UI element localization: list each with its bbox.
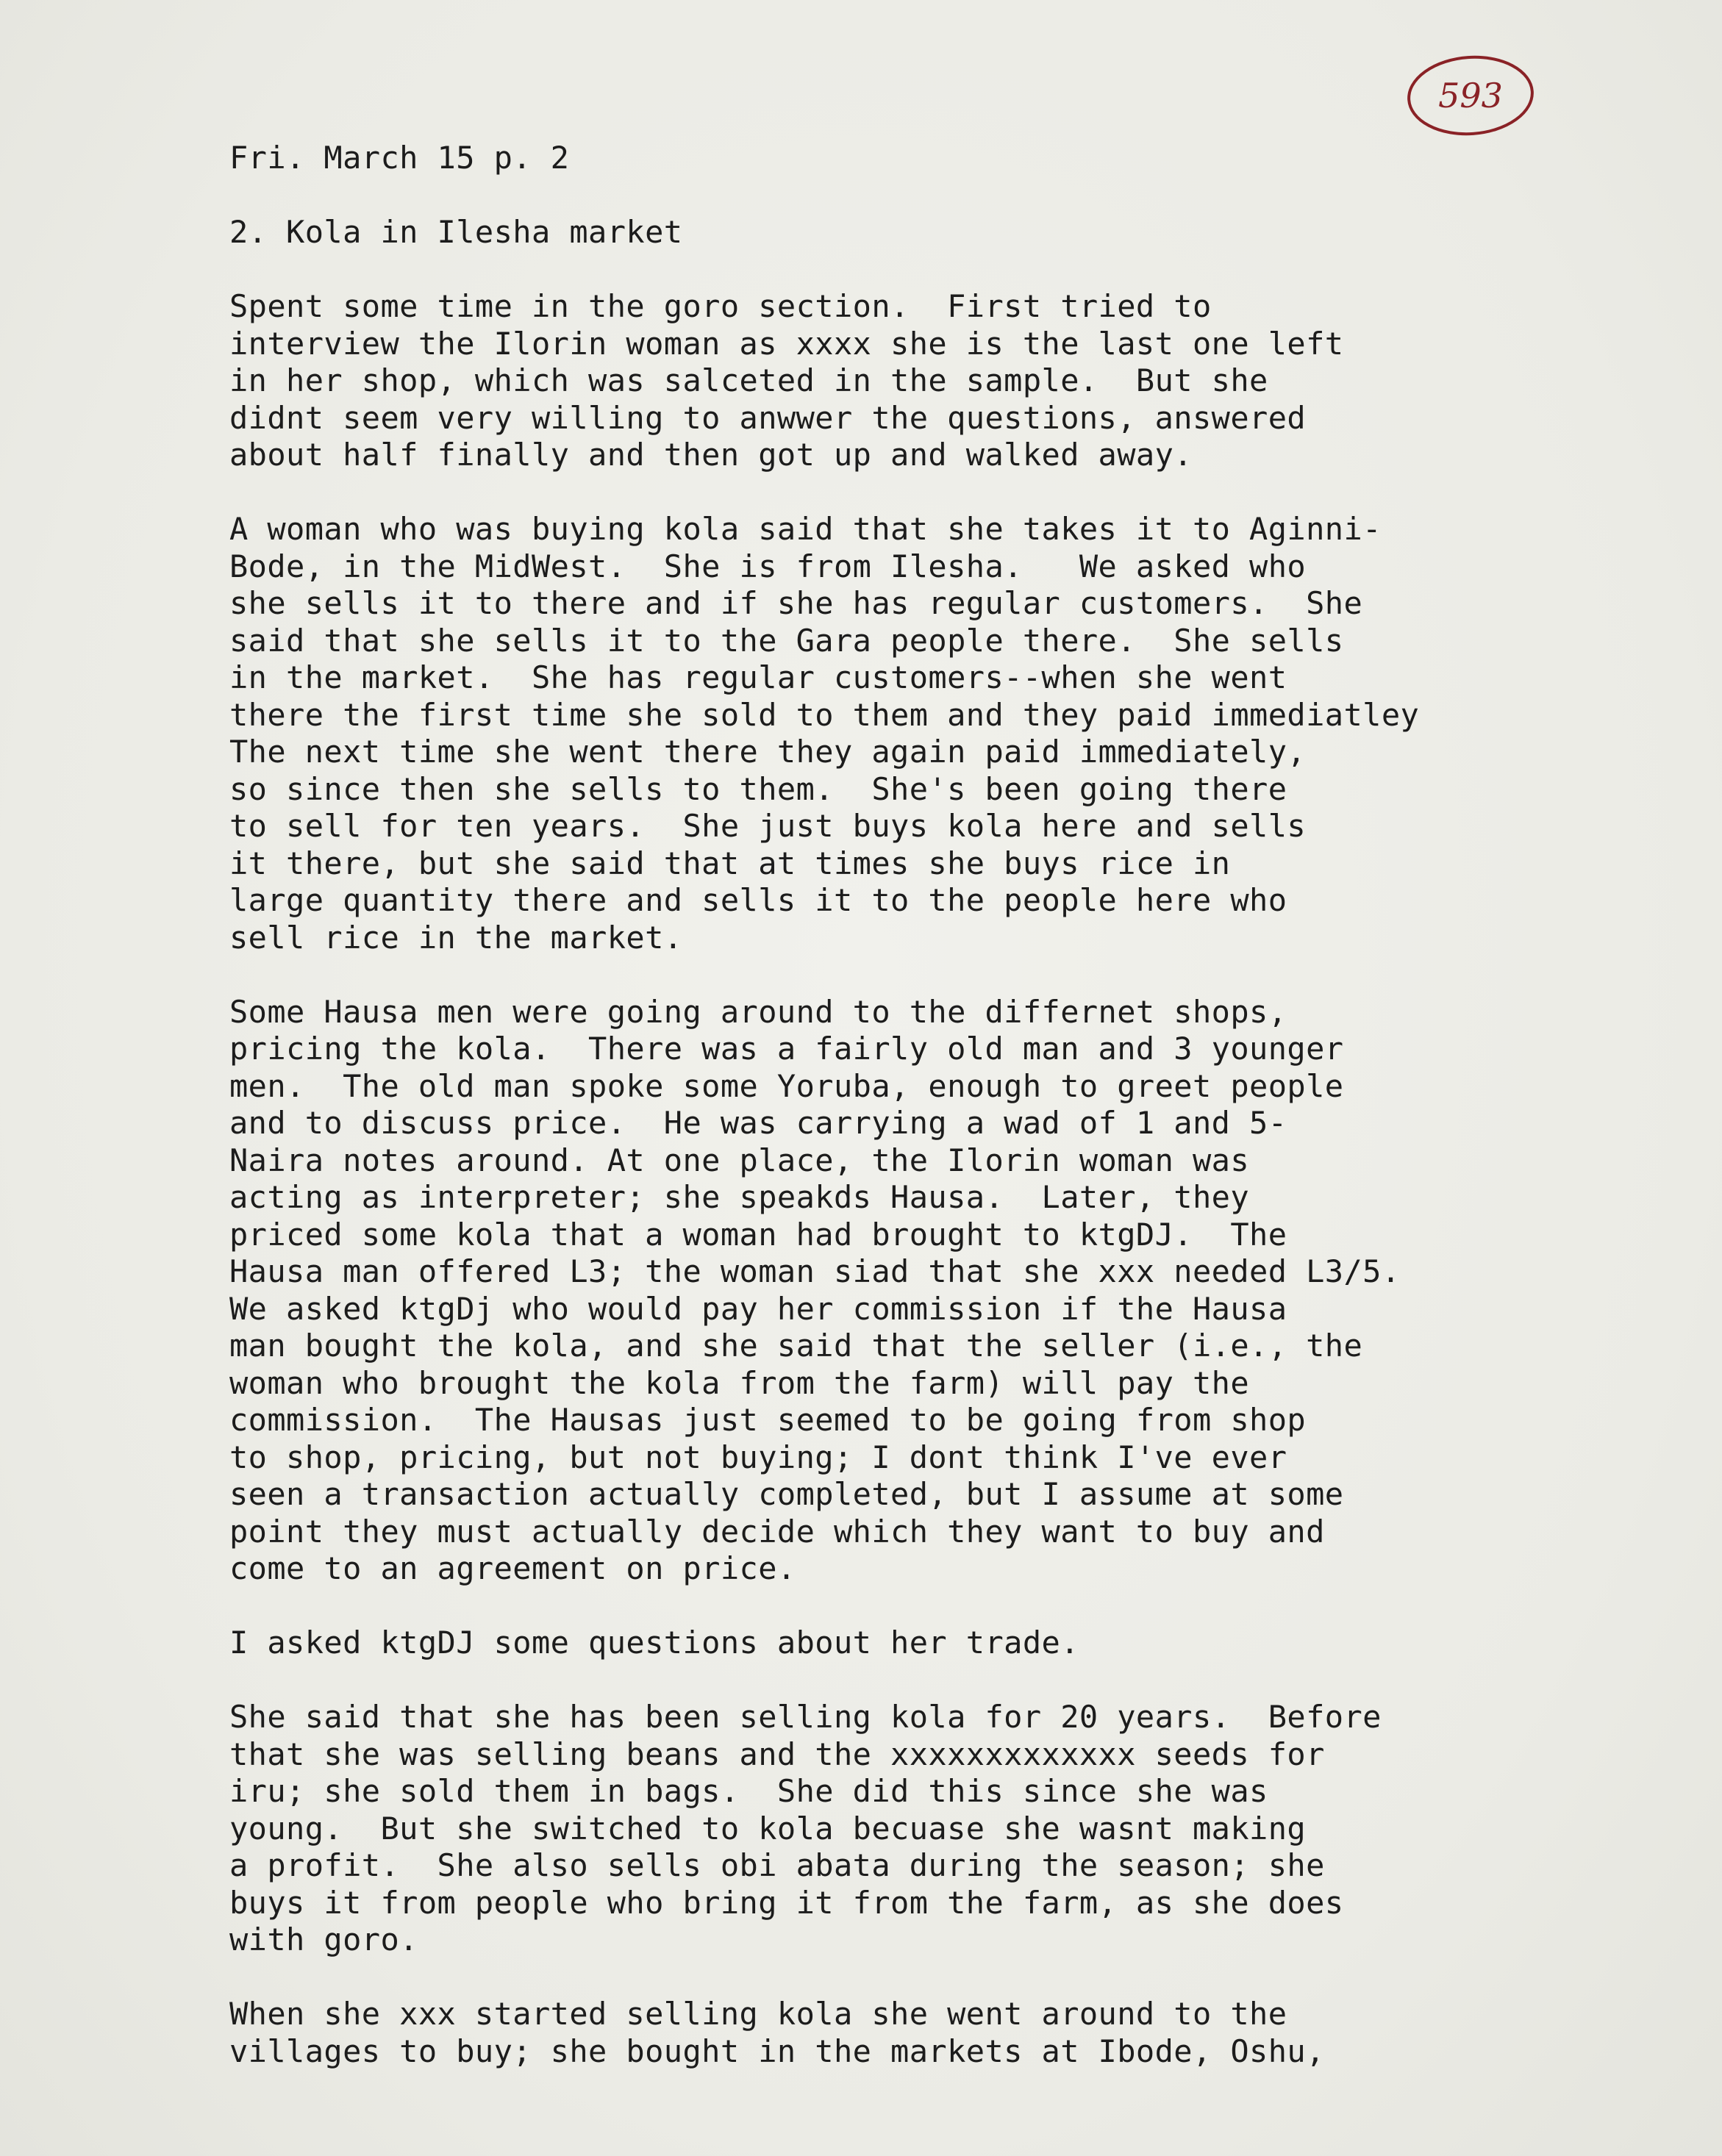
paragraph bbox=[229, 1625, 1663, 1662]
section-title: 2. Kola in Ilesha market bbox=[229, 214, 683, 250]
text-line: iru; she sold them in bags. She did this since she was bbox=[229, 1773, 1268, 1809]
text-line: We asked ktgDj who would pay her commission if the Hausa bbox=[229, 1290, 1287, 1327]
text-line: said that she sells it to the Gara people there. She sells bbox=[229, 622, 1344, 659]
text-line: in the market. She has regular customers--when she went bbox=[229, 659, 1287, 695]
page-header: Fri. March 15 p. 2 bbox=[229, 140, 570, 176]
text-line: Bode, in the MidWest. She is from Ilesha. We asked who bbox=[229, 548, 1307, 584]
text-line: Hausa man offered L3; the woman siad that she xxx needed L3/5. bbox=[229, 1253, 1401, 1289]
text-line: man bought the kola, and she said that the seller (i.e., the bbox=[229, 1328, 1363, 1364]
text-line: in her shop, which was salceted in the sample. But she bbox=[229, 362, 1268, 398]
text-line: sell rice in the market. bbox=[229, 919, 683, 956]
text-line: about half finally and then got up and walked away. bbox=[229, 437, 1193, 473]
spacer bbox=[229, 956, 1663, 994]
paragraph bbox=[229, 288, 1663, 474]
text-line: didnt seem very willing to anwwer the questions, answered bbox=[229, 399, 1307, 436]
spacer bbox=[229, 177, 1663, 215]
text-line: point they must actually decide which they want to buy and bbox=[229, 1513, 1325, 1550]
text-line: When she xxx started selling kola she went around to the bbox=[229, 1996, 1287, 2032]
text-line: come to an agreement on price. bbox=[229, 1550, 796, 1586]
paragraph bbox=[229, 511, 1663, 956]
text-line: men. The old man spoke some Yoruba, enough to greet people bbox=[229, 1067, 1344, 1104]
text-line: She said that she has been selling kola for 20 years. Before bbox=[229, 1699, 1382, 1735]
text-line: large quantity there and sells it to the people here who bbox=[229, 882, 1287, 918]
text-line: pricing the kola. There was a fairly old man and 3 younger bbox=[229, 1031, 1344, 1067]
spacer bbox=[229, 1959, 1663, 1996]
text-line: she sells it to there and if she has regular customers. She bbox=[229, 585, 1363, 621]
spacer bbox=[229, 251, 1663, 289]
text-line: interview the Ilorin woman as xxxx she is the last one left bbox=[229, 325, 1344, 362]
text-line: acting as interpreter; she speakds Hausa. Later, they bbox=[229, 1179, 1250, 1215]
spacer bbox=[229, 1662, 1663, 1700]
folio-number: 593 bbox=[1438, 76, 1503, 115]
text-line: so since then she sells to them. She's been going there bbox=[229, 770, 1287, 807]
text-line: that she was selling beans and the xxxxxxxxxxxxx seeds for bbox=[229, 1736, 1325, 1772]
text-line: Some Hausa men were going around to the differnet shops, bbox=[229, 993, 1287, 1030]
typed-text bbox=[229, 140, 1663, 2070]
text-line: A woman who was buying kola said that she takes it to Aginni- bbox=[229, 511, 1382, 547]
text-line: woman who brought the kola from the farm) will pay the bbox=[229, 1364, 1250, 1401]
text-line: it there, but she said that at times she buys rice in bbox=[229, 845, 1231, 881]
text-line: priced some kola that a woman had brought to ktgDJ. The bbox=[229, 1216, 1287, 1253]
text-line: The next time she went there they again paid immediately, bbox=[229, 734, 1307, 770]
text-line: there the first time she sold to them and they paid immediatley bbox=[229, 696, 1420, 733]
text-line: villages to buy; she bought in the markets at Ibode, Oshu, bbox=[229, 2033, 1325, 2069]
text-line: I asked ktgDJ some questions about her trade. bbox=[229, 1625, 1079, 1661]
text-line: young. But she switched to kola becuase she wasnt making bbox=[229, 1810, 1307, 1847]
text-line: buys it from people who bring it from the farm, as she does bbox=[229, 1884, 1344, 1921]
text-line: seen a transaction actually completed, but I assume at some bbox=[229, 1476, 1344, 1512]
spacer bbox=[229, 1588, 1663, 1625]
spacer bbox=[229, 474, 1663, 512]
text-line: a profit. She also sells obi abata during the season; she bbox=[229, 1847, 1325, 1883]
text-line: Spent some time in the goro section. First tried to bbox=[229, 288, 1212, 324]
text-line: and to discuss price. He was carrying a wad of 1 and 5- bbox=[229, 1105, 1287, 1141]
text-line: Naira notes around. At one place, the Ilorin woman was bbox=[229, 1142, 1250, 1178]
text-line: commission. The Hausas just seemed to be going from shop bbox=[229, 1402, 1307, 1438]
text-line: to sell for ten years. She just buys kola here and sells bbox=[229, 808, 1307, 844]
text-line: with goro. bbox=[229, 1922, 418, 1958]
text-line: to shop, pricing, but not buying; I dont think I've ever bbox=[229, 1439, 1287, 1475]
folio-stamp bbox=[1404, 51, 1537, 140]
paragraph bbox=[229, 994, 1663, 1588]
paragraph bbox=[229, 1996, 1663, 2070]
paragraph bbox=[229, 1699, 1663, 1959]
